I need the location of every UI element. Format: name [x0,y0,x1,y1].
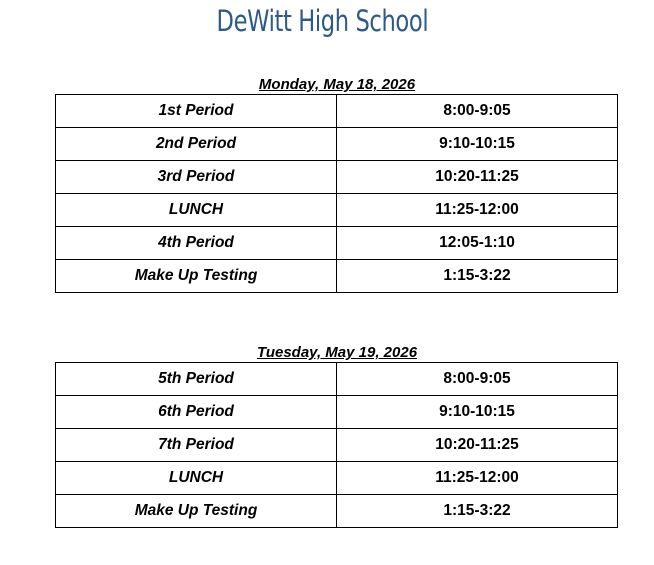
table-row [56,95,618,128]
table-row [56,128,618,161]
table-row [56,363,618,396]
table-row [56,396,618,429]
table-row [56,495,618,528]
time-cell: 11:25-12:00 [337,194,618,227]
period-cell: 7th Period [56,429,337,462]
time-cell: 9:10-10:15 [337,396,618,429]
period-cell: Make Up Testing [56,495,337,528]
time-cell: 8:00-9:05 [337,363,618,396]
period-cell: 1st Period [56,95,337,128]
time-cell: 10:20-11:25 [337,429,618,462]
table-row [56,429,618,462]
period-cell: 4th Period [56,227,337,260]
period-cell: 2nd Period [56,128,337,161]
time-cell: 11:25-12:00 [337,462,618,495]
period-cell: 5th Period [56,363,337,396]
time-cell: 8:00-9:05 [337,95,618,128]
time-cell: 10:20-11:25 [337,161,618,194]
period-cell: 6th Period [56,396,337,429]
table-row [56,227,618,260]
time-cell: 1:15-3:22 [337,260,618,293]
time-cell: 9:10-10:15 [337,128,618,161]
table-row [56,260,618,293]
day-heading-monday: Monday, May 18, 2026 [258,76,416,93]
time-cell: 12:05-1:10 [337,227,618,260]
schedule-table-tuesday [55,362,618,528]
day-heading-tuesday: Tuesday, May 19, 2026 [256,344,418,361]
period-cell: Make Up Testing [56,260,337,293]
period-cell: LUNCH [56,194,337,227]
table-row [56,462,618,495]
time-cell: 1:15-3:22 [337,495,618,528]
school-title: DeWitt High School [216,4,429,38]
period-cell: 3rd Period [56,161,337,194]
table-row [56,161,618,194]
table-row [56,194,618,227]
schedule-table-monday [55,94,618,293]
period-cell: LUNCH [56,462,337,495]
